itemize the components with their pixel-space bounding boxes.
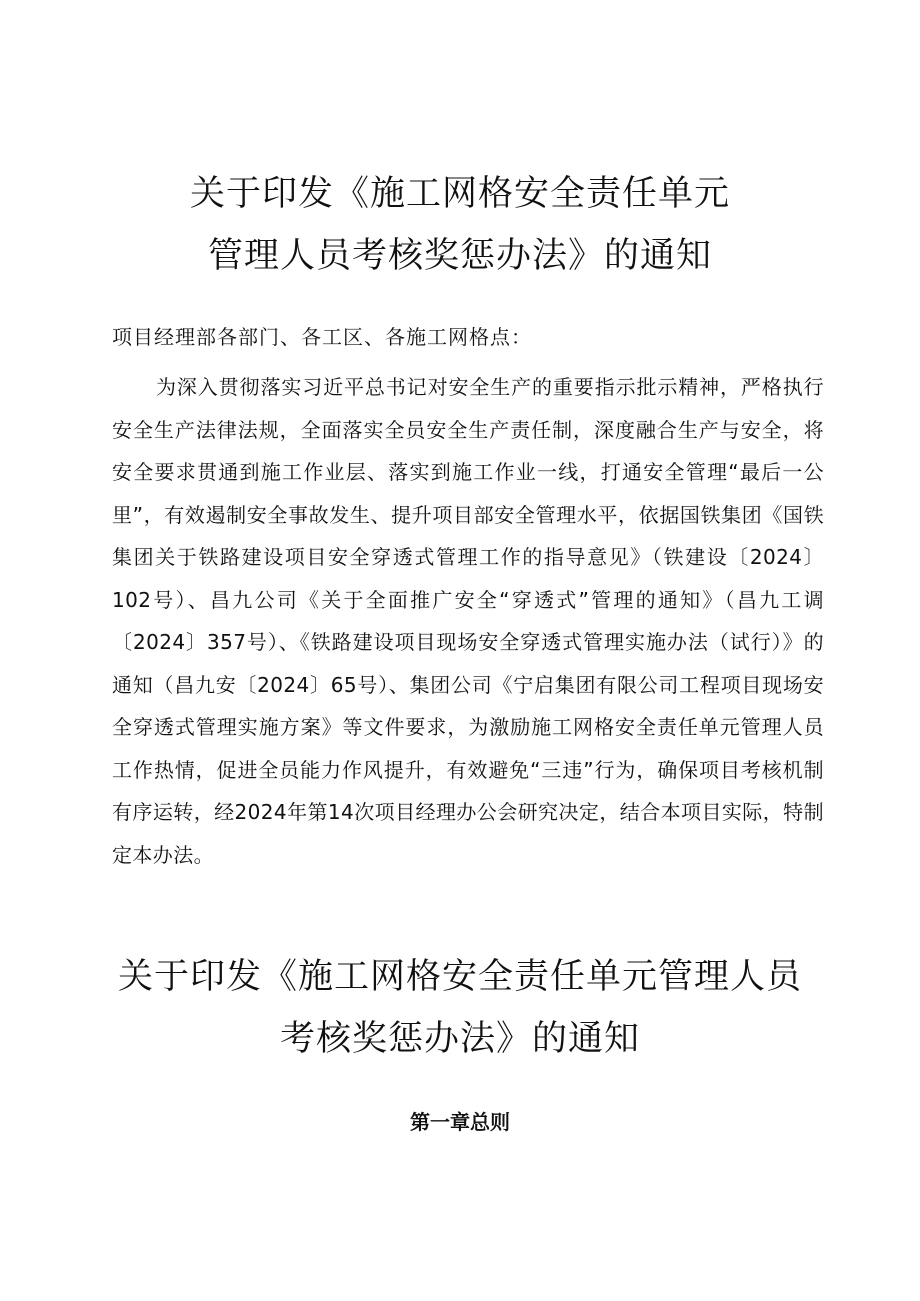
body-paragraph: 为深入贯彻落实习近平总书记对安全生产的重要指示批示精神，严格执行安全生产法律法规，全面落实全员安全生产责任制，深度融合生产与安全，将安全要求贯通到施工作业层、落实到施工作业一线，打通安全管理“最后一公里”，有效遏制安全事故发生、提升项目部安全管理水平，依据国铁集团《国铁集团关于铁路建设项目安全穿透式管理工作的指导意见》（铁建设〔2024〕102号）、昌九公司《关于全面推广安全“穿透式”管理的通知》（昌九工调〔2024〕357号）、《铁路建设项目现场安全穿透式管理实施办法（试行）》的通知（昌九安〔2024〕65号）、集团公司《宁启集团有限公司工程项目现场安全穿透式管理实施方案》等文件要求，为激励施工网格安全责任单元管理人员工作热情，促进全员能力作风提升，有效避免“三违”行为，确保项目考核机制有序运转，经2024年第14次项目经理办公会研究决定，结合本项目实际，特制定本办法。 (112, 375, 824, 867)
salutation: 项目经理部各部门、各工区、各施工网格点： (112, 325, 532, 349)
repeated-title-line-1: 关于印发《施工网格安全责任单元管理人员 (117, 957, 802, 997)
repeated-title (0, 946, 920, 1070)
chapter-heading: 第一章总则 (410, 1110, 510, 1134)
document-title (0, 163, 920, 287)
document-title-line-1: 关于印发《施工网格安全责任单元 (189, 174, 730, 214)
repeated-title-line-2: 考核奖惩办法》的通知 (279, 1019, 640, 1059)
document-title-line-2: 管理人员考核奖惩办法》的通知 (207, 236, 712, 276)
